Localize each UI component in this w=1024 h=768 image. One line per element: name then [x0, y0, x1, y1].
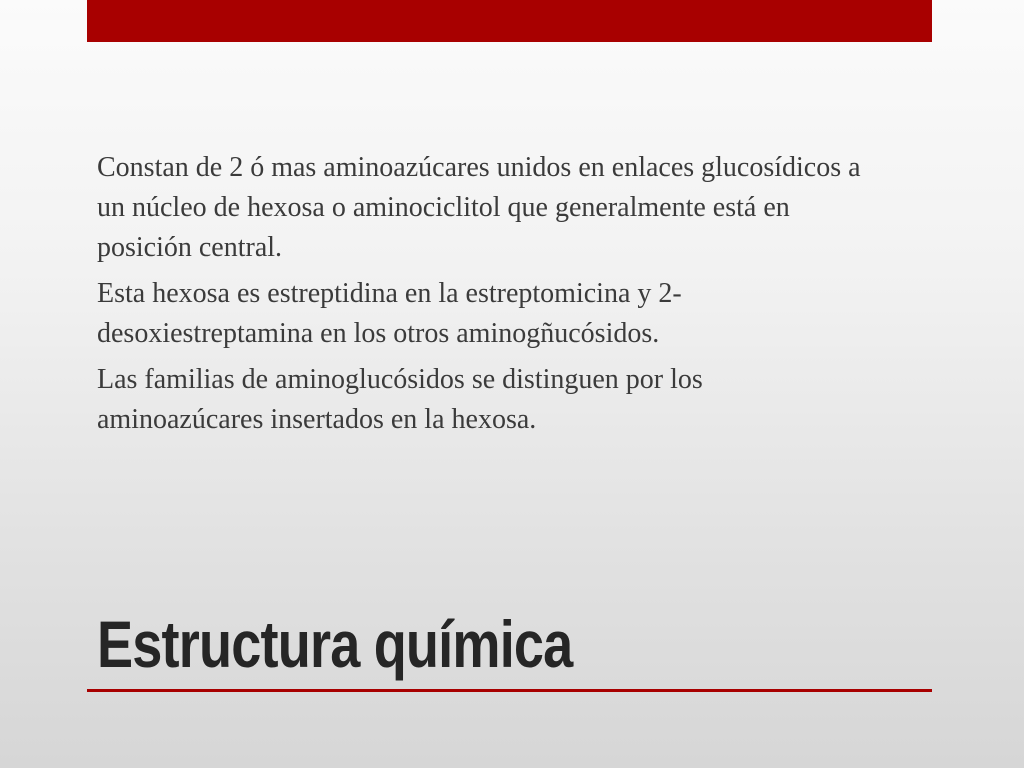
title-underline-rule — [87, 689, 932, 692]
slide-title: Estructura química — [97, 607, 573, 681]
body-paragraph-2: Esta hexosa es estreptidina en la estreptomicina y 2-desoxiestreptamina en los otros aminogñucósidos. — [97, 278, 682, 349]
top-accent-bar — [87, 0, 932, 42]
body-paragraph-1: Constan de 2 ó mas aminoazúcares unidos en enlaces glucosídicos a un núcleo de hexosa o aminociclitol que generalmente está en posición central. — [97, 152, 861, 263]
body-paragraph-3: Las familias de aminoglucósidos se distinguen por los aminoazúcares insertados en la hexosa. — [97, 364, 703, 435]
slide-body — [97, 148, 867, 446]
